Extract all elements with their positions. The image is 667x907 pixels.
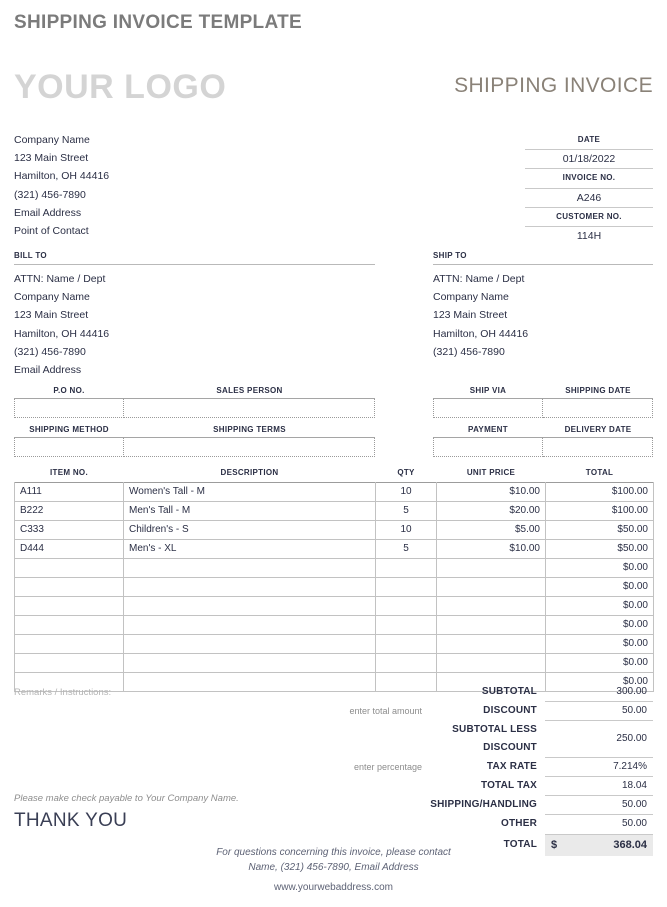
totals-label: SUBTOTAL LESS DISCOUNT <box>452 723 537 754</box>
cell-description[interactable]: Men's Tall - M <box>124 502 376 521</box>
web-address: www.yourwebaddress.com <box>274 882 393 893</box>
bill-to-line: Hamilton, OH 44416 <box>14 327 110 340</box>
totals-label: SUBTOTAL <box>481 686 537 698</box>
table-row[interactable] <box>15 521 654 540</box>
totals-label: OTHER <box>501 818 537 830</box>
totals-label: SHIPPING/HANDLING <box>430 799 537 811</box>
po-sales-fields <box>14 398 375 418</box>
shipping-date-label: SHIPPING DATE <box>565 386 631 395</box>
cell-total[interactable]: $0.00 <box>546 654 654 673</box>
shipping-date-field[interactable] <box>543 399 653 418</box>
line-items-table <box>14 468 654 692</box>
ship-to-line: Hamilton, OH 44416 <box>433 327 529 340</box>
grand-total-amount: 368.04 <box>613 838 647 851</box>
bill-to-lines <box>14 265 375 379</box>
totals-table <box>320 683 653 856</box>
cell-item-no[interactable] <box>15 597 124 616</box>
sales-person-label: SALES PERSON <box>216 386 283 395</box>
cell-item-no[interactable] <box>15 559 124 578</box>
cell-unit-price[interactable] <box>437 635 546 654</box>
ship-to-heading: SHIP TO <box>433 251 653 265</box>
payment-delivery-labels <box>433 425 653 437</box>
invoice-no-label: INVOICE NO. <box>525 169 653 188</box>
totals-value[interactable]: 50.00 <box>545 702 653 721</box>
method-terms-labels <box>14 425 375 437</box>
cell-item-no[interactable] <box>15 654 124 673</box>
payment-field[interactable] <box>433 438 543 457</box>
cell-item-no[interactable] <box>15 635 124 654</box>
shipvia-date-fields <box>433 398 653 418</box>
totals-row <box>320 721 653 757</box>
totals-row <box>320 683 653 702</box>
company-line: Email Address <box>14 206 82 219</box>
po-sales-labels <box>14 386 375 398</box>
ship-via-field[interactable] <box>433 399 543 418</box>
line-items-header <box>15 468 654 483</box>
cell-item-no[interactable] <box>15 578 124 597</box>
shipping-info-right <box>433 386 653 457</box>
col-header-item-no: ITEM NO. <box>50 468 88 477</box>
cell-total[interactable]: $100.00 <box>546 502 654 521</box>
cell-description[interactable]: Women's Tall - M <box>124 483 376 502</box>
totals-value[interactable]: 250.00 <box>545 721 653 757</box>
contact-line-1: For questions concerning this invoice, please contact <box>216 847 451 858</box>
line-items-body <box>15 483 654 692</box>
totals-hint: enter percentage <box>353 761 422 772</box>
cell-qty[interactable]: 10 <box>376 483 437 502</box>
col-header-total: TOTAL <box>585 468 614 477</box>
cell-total[interactable]: $0.00 <box>546 635 654 654</box>
remarks-label: Remarks / Instructions: <box>14 687 112 698</box>
thank-you-text: THANK YOU <box>14 810 128 831</box>
cell-qty[interactable]: 5 <box>376 502 437 521</box>
currency-symbol: $ <box>551 838 558 851</box>
po-no-field[interactable] <box>14 399 124 418</box>
shipvia-date-labels <box>433 386 653 398</box>
cell-qty[interactable] <box>376 616 437 635</box>
date-value[interactable]: 01/18/2022 <box>525 150 653 169</box>
table-row[interactable] <box>15 654 654 673</box>
cell-unit-price[interactable]: $5.00 <box>437 521 546 540</box>
totals-value[interactable]: 300.00 <box>545 683 653 702</box>
cell-qty[interactable] <box>376 578 437 597</box>
bill-to-line: Company Name <box>14 291 90 304</box>
bill-to-heading: BILL TO <box>14 251 375 265</box>
cell-qty[interactable]: 5 <box>376 540 437 559</box>
cell-total[interactable]: $0.00 <box>546 578 654 597</box>
delivery-date-field[interactable] <box>543 438 653 457</box>
po-no-label: P.O NO. <box>53 386 85 395</box>
contact-block <box>0 845 667 875</box>
totals-hint <box>320 815 428 834</box>
table-row[interactable] <box>15 597 654 616</box>
shipping-info-left <box>14 386 375 457</box>
cell-total[interactable]: $0.00 <box>546 673 654 692</box>
company-logo: YOUR LOGO <box>14 68 227 106</box>
ship-via-label: SHIP VIA <box>469 386 507 395</box>
shipping-terms-field[interactable] <box>124 438 375 457</box>
cell-item-no[interactable]: D444 <box>15 540 124 559</box>
contact-line-2: Name, (321) 456-7890, Email Address <box>248 862 419 873</box>
payable-note: Please make check payable to Your Company Name. <box>14 793 239 804</box>
cell-total[interactable]: $50.00 <box>546 521 654 540</box>
totals-value[interactable]: 7.214% <box>545 757 653 776</box>
cell-total[interactable]: $50.00 <box>546 540 654 559</box>
table-row[interactable] <box>15 616 654 635</box>
cell-total[interactable]: $0.00 <box>546 597 654 616</box>
payment-label: PAYMENT <box>468 425 508 434</box>
logo-row <box>14 68 653 108</box>
cell-unit-price[interactable]: $10.00 <box>437 540 546 559</box>
grand-total-label: TOTAL <box>503 839 537 851</box>
cell-item-no[interactable]: C333 <box>15 521 124 540</box>
method-terms-fields <box>14 437 375 457</box>
totals-hint <box>320 683 428 702</box>
sales-person-field[interactable] <box>124 399 375 418</box>
invoice-meta-box <box>525 131 653 245</box>
bill-to-block <box>14 251 375 379</box>
delivery-date-label: DELIVERY DATE <box>564 425 632 434</box>
shipping-method-field[interactable] <box>14 438 124 457</box>
company-line: (321) 456-7890 <box>14 188 86 201</box>
bill-to-line: Email Address <box>14 364 82 377</box>
cell-qty[interactable] <box>376 597 437 616</box>
cell-total[interactable]: $0.00 <box>546 559 654 578</box>
cell-description[interactable] <box>124 559 376 578</box>
cell-unit-price[interactable] <box>437 597 546 616</box>
cell-total[interactable]: $100.00 <box>546 483 654 502</box>
totals-label: DISCOUNT <box>483 705 537 717</box>
totals-body <box>320 683 653 856</box>
col-header-unit-price: UNIT PRICE <box>466 468 516 477</box>
ship-to-lines <box>433 265 653 361</box>
cell-description[interactable] <box>124 616 376 635</box>
cell-description[interactable]: Children's - S <box>124 521 376 540</box>
company-line: 123 Main Street <box>14 152 89 165</box>
ship-to-line: (321) 456-7890 <box>433 345 505 358</box>
company-info-block <box>14 131 344 240</box>
cell-qty[interactable] <box>376 635 437 654</box>
cell-item-no[interactable] <box>15 616 124 635</box>
table-row[interactable] <box>15 483 654 502</box>
company-line: Company Name <box>14 134 90 146</box>
totals-value[interactable]: 18.04 <box>545 777 653 796</box>
col-header-description: DESCRIPTION <box>220 468 279 477</box>
totals-hint: enter total amount <box>349 706 422 717</box>
page-title: SHIPPING INVOICE TEMPLATE <box>14 12 302 33</box>
bill-to-line: 123 Main Street <box>14 309 89 322</box>
date-label: DATE <box>525 131 653 150</box>
totals-row <box>320 815 653 834</box>
bill-to-line: (321) 456-7890 <box>14 345 86 358</box>
totals-value[interactable]: 50.00 <box>545 796 653 815</box>
totals-value[interactable]: 50.00 <box>545 815 653 834</box>
totals-hint <box>320 777 428 796</box>
company-line: Point of Contact <box>14 225 89 238</box>
payment-delivery-fields <box>433 437 653 457</box>
bill-to-line: ATTN: Name / Dept <box>14 273 106 285</box>
cell-unit-price[interactable] <box>437 578 546 597</box>
cell-total[interactable]: $0.00 <box>546 616 654 635</box>
cell-description[interactable] <box>124 597 376 616</box>
cell-item-no[interactable]: A111 <box>15 483 124 502</box>
table-row[interactable] <box>15 540 654 559</box>
shipping-method-label: SHIPPING METHOD <box>29 425 109 434</box>
cell-description[interactable]: Men's - XL <box>124 540 376 559</box>
invoice-heading: SHIPPING INVOICE <box>454 74 653 97</box>
totals-row <box>320 757 653 776</box>
ship-to-block <box>433 251 653 361</box>
cell-description[interactable] <box>124 654 376 673</box>
totals-hint <box>320 796 428 815</box>
cell-description[interactable] <box>124 578 376 597</box>
cell-item-no[interactable]: B222 <box>15 502 124 521</box>
customer-no-value[interactable]: 114H <box>576 230 602 243</box>
totals-label: TAX RATE <box>486 760 537 772</box>
cell-unit-price[interactable] <box>437 616 546 635</box>
cell-unit-price[interactable]: $10.00 <box>437 483 546 502</box>
cell-unit-price[interactable] <box>437 559 546 578</box>
customer-no-label: CUSTOMER NO. <box>525 208 653 227</box>
ship-to-line: ATTN: Name / Dept <box>433 273 525 285</box>
table-row[interactable] <box>15 502 654 521</box>
col-header-qty: QTY <box>397 468 415 477</box>
shipping-terms-label: SHIPPING TERMS <box>213 425 286 434</box>
ship-to-line: 123 Main Street <box>433 309 508 322</box>
cell-qty[interactable]: 10 <box>376 521 437 540</box>
cell-unit-price[interactable] <box>437 654 546 673</box>
company-line: Hamilton, OH 44416 <box>14 170 110 183</box>
table-header-row <box>15 468 654 483</box>
table-row[interactable] <box>15 578 654 597</box>
invoice-no-value[interactable]: A246 <box>525 189 653 208</box>
table-row[interactable] <box>15 635 654 654</box>
cell-description[interactable] <box>124 635 376 654</box>
table-row[interactable] <box>15 559 654 578</box>
cell-qty[interactable] <box>376 559 437 578</box>
totals-row <box>320 796 653 815</box>
totals-row <box>320 777 653 796</box>
totals-label: TOTAL TAX <box>480 780 537 792</box>
ship-to-line: Company Name <box>433 291 509 304</box>
cell-qty[interactable] <box>376 654 437 673</box>
totals-row <box>320 702 653 721</box>
cell-unit-price[interactable]: $20.00 <box>437 502 546 521</box>
totals-hint <box>320 721 428 757</box>
